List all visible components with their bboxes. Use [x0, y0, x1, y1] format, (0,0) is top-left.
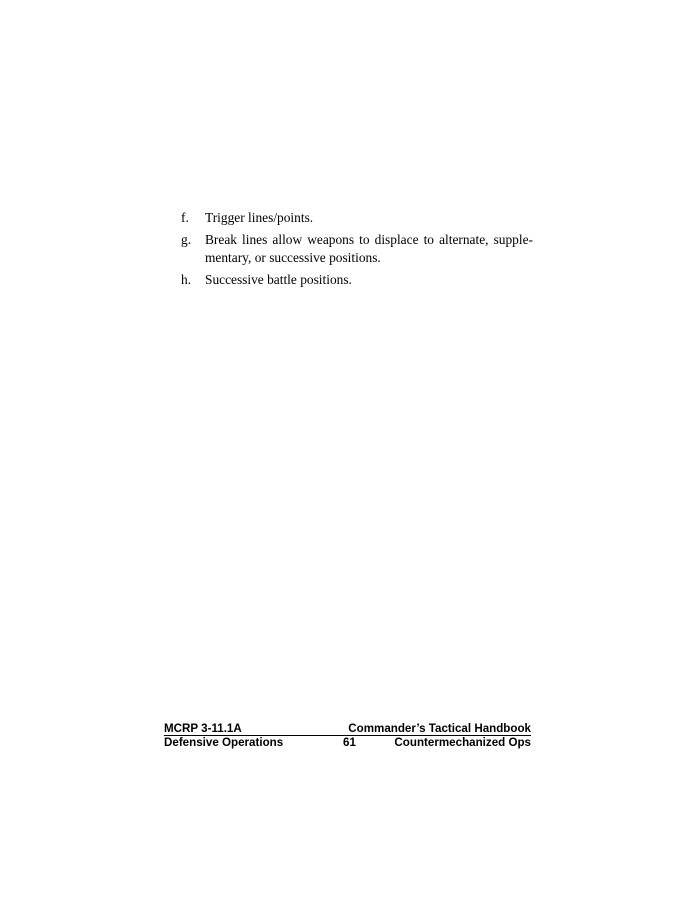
page-number: 61 [343, 736, 356, 749]
list-item [181, 231, 533, 268]
footer-bottom-row [164, 736, 531, 750]
list-item-text: Break lines allow weapons to displace to alternate, supple-mentary, or successive positions. [205, 231, 533, 266]
footer-top-row [164, 722, 531, 736]
section-title: Defensive Operations [164, 736, 284, 749]
chapter-title: Countermechanized Ops [394, 736, 531, 749]
lettered-list [181, 209, 533, 292]
page-footer [164, 722, 531, 750]
list-item-text: Trigger lines/points. [205, 210, 314, 225]
list-item-text: Successive battle positions. [205, 271, 352, 287]
publication-number: MCRP 3-11.1A [164, 722, 242, 735]
list-item-marker: g. [181, 231, 192, 247]
list-item [181, 271, 533, 290]
list-item [181, 209, 533, 228]
handbook-title: Commander’s Tactical Handbook [348, 722, 531, 735]
list-item-marker: h. [181, 271, 192, 287]
list-item-marker: f. [181, 210, 189, 225]
